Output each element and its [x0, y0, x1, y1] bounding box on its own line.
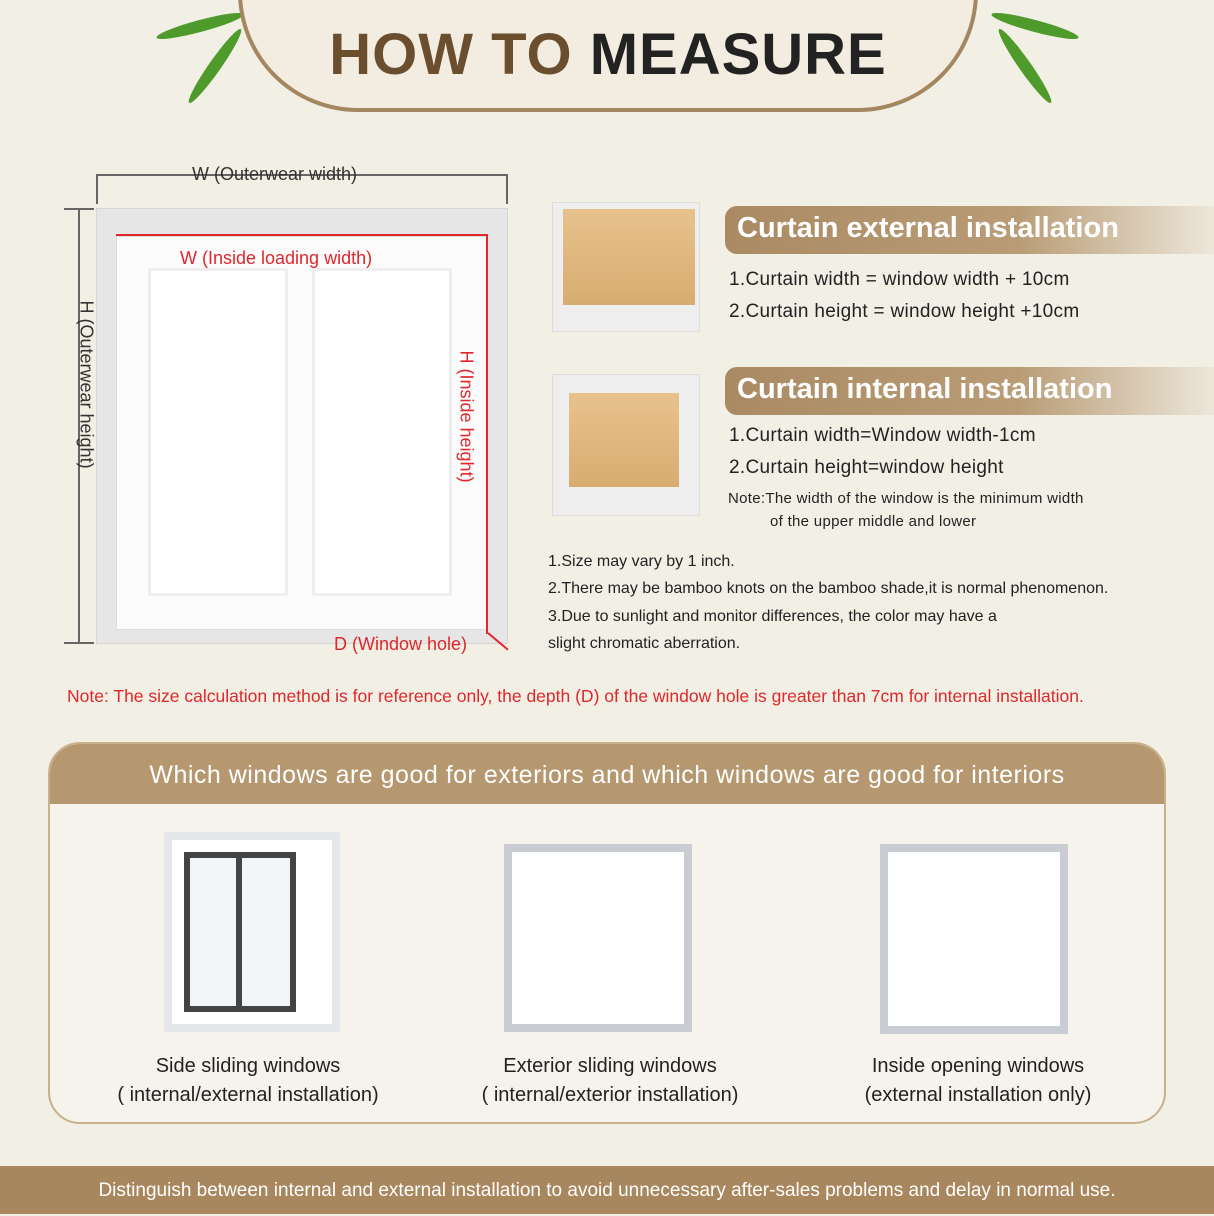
depth-label: D (Window hole)	[334, 634, 468, 654]
side-sliding-window-image	[164, 832, 340, 1032]
window-type-2-sub: ( internal/exterior installation)	[481, 1084, 739, 1106]
title-part1: HOW TO	[329, 21, 573, 87]
external-heading: Curtain external installation	[725, 206, 1214, 254]
window-diagram	[60, 160, 540, 660]
external-line-1: 1.Curtain width = window width + 10cm	[729, 269, 1070, 290]
internal-shade-image	[552, 374, 700, 516]
inside-width-label: W (Inside loading width)	[180, 248, 373, 268]
internal-line-2: 2.Curtain height=window height	[729, 457, 1004, 478]
external-line-2: 2.Curtain height = window height +10cm	[729, 301, 1080, 322]
window-type-1	[68, 1052, 428, 1110]
window-type-2	[430, 1052, 790, 1110]
note-3: 3.Due to sunlight and monitor differences, the color may have a	[548, 608, 997, 625]
window-types-heading: Which windows are good for exteriors and which windows are good for interiors	[50, 744, 1164, 804]
page-title	[329, 21, 887, 88]
window-type-3-name: Inside opening windows	[871, 1055, 1085, 1077]
window-type-3-sub: (external installation only)	[864, 1084, 1092, 1106]
note-3b: slight chromatic aberration.	[548, 635, 741, 652]
internal-heading: Curtain internal installation	[725, 367, 1214, 415]
note-2: 2.There may be bamboo knots on the bamboo shade,it is normal phenomenon.	[548, 580, 1109, 597]
footer-banner: Distinguish between internal and external installation to avoid unnecessary after-sales problems and delay in normal use.	[0, 1166, 1214, 1214]
title-part2: MEASURE	[589, 21, 887, 87]
inside-height-label: H (Inside height)	[456, 350, 477, 483]
internal-note-1: Note:The width of the window is the minimum width	[728, 490, 1084, 507]
internal-note-2: of the upper middle and lower	[770, 513, 977, 530]
size-note: Note: The size calculation method is for reference only, the depth (D) of the window hole is greater than 7cm for internal installation.	[67, 686, 1084, 706]
window-type-1-sub: ( internal/external installation)	[117, 1084, 379, 1106]
bamboo-leaf-icon	[994, 26, 1055, 107]
inside-opening-window-image	[880, 844, 1068, 1034]
external-shade-image	[552, 202, 700, 332]
window-type-1-name: Side sliding windows	[155, 1055, 341, 1077]
internal-line-1: 1.Curtain width=Window width-1cm	[729, 425, 1036, 446]
outer-height-label: H (Outerwear height)	[76, 300, 97, 469]
exterior-sliding-window-image	[504, 844, 692, 1032]
window-types-panel	[48, 742, 1166, 1124]
window-type-2-name: Exterior sliding windows	[503, 1055, 717, 1077]
outer-width-label: W (Outerwear width)	[192, 164, 358, 184]
note-1: 1.Size may vary by 1 inch.	[548, 553, 735, 570]
bamboo-leaf-icon	[184, 26, 245, 107]
title-banner	[238, 0, 978, 112]
window-type-3	[798, 1052, 1158, 1110]
